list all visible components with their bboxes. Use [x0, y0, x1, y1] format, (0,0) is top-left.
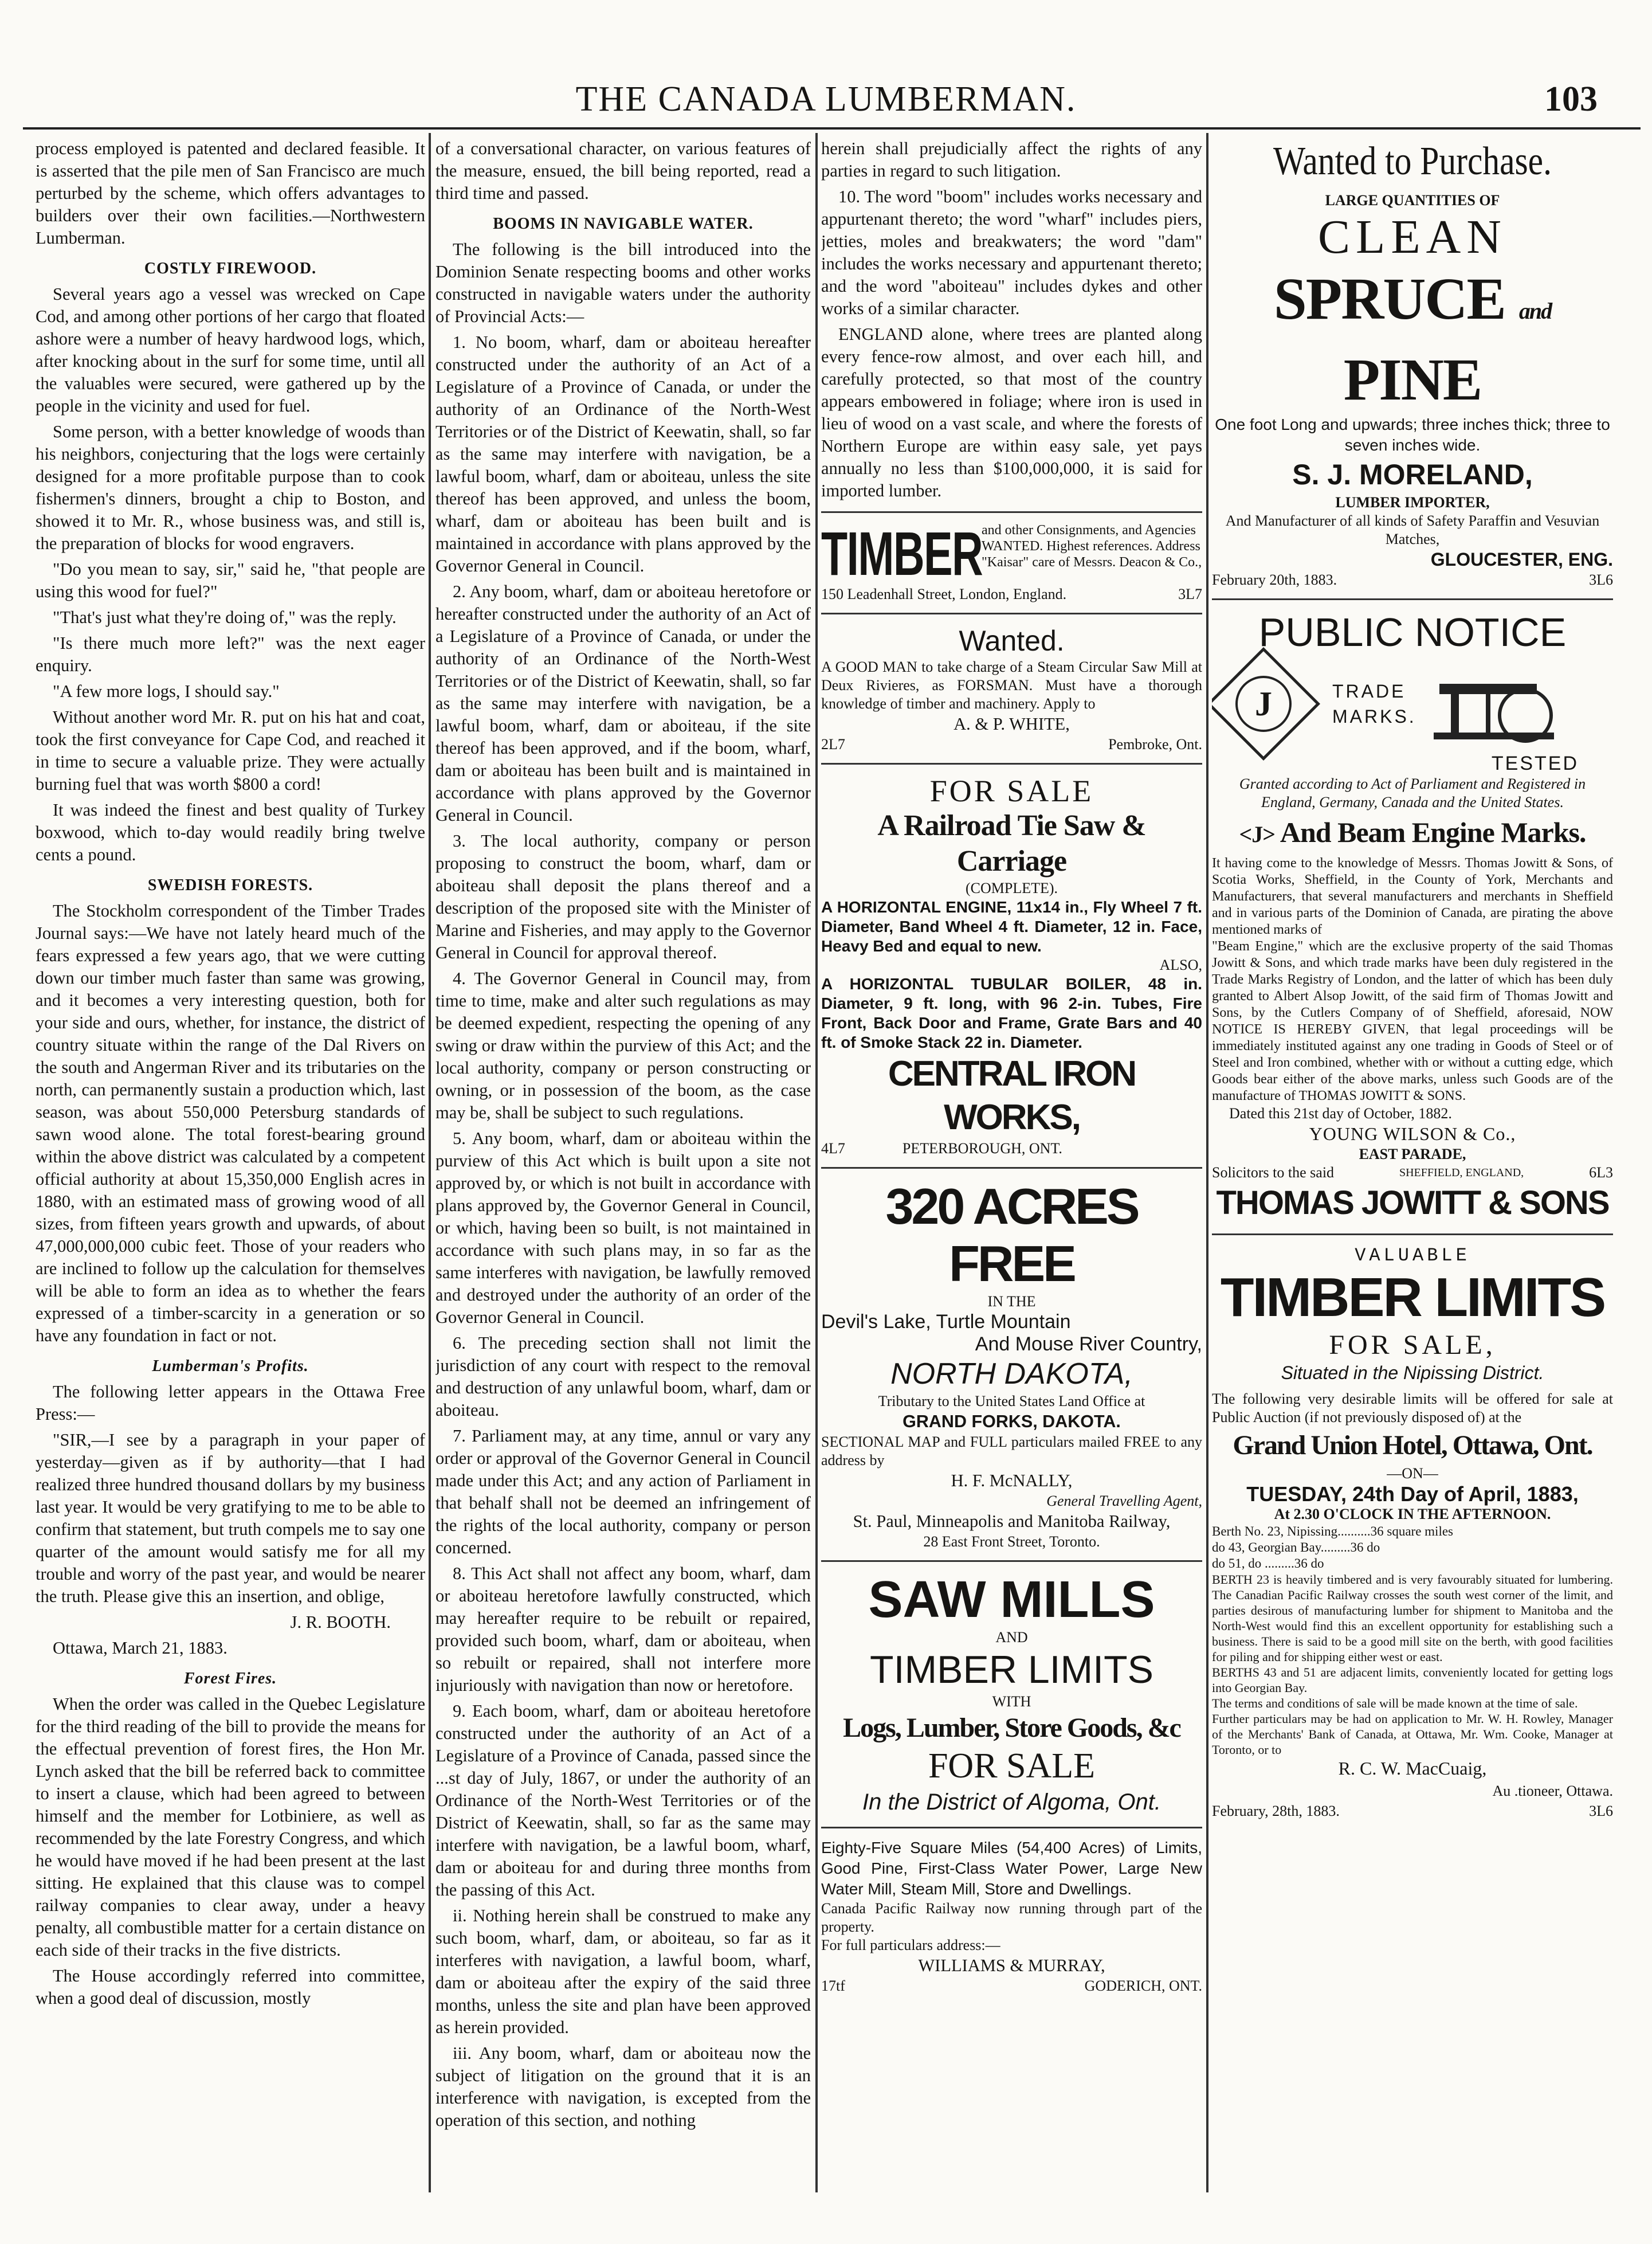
algoma: In the District of Algoma, Ont.	[862, 1789, 1161, 1815]
berth-list	[1212, 1524, 1613, 1572]
further-text: Further particulars may be had on application to Mr. W. H. Rowley, Manager of the Merchants' Bank of Canada, at Ottawa, Mr. Wm. Cooke, Manager at Toronto, or to	[1212, 1712, 1613, 1757]
grand-union-hotel: Grand Union Hotel, Ottawa, Ont.	[1233, 1430, 1592, 1460]
divider	[1212, 1233, 1613, 1235]
dated: Dated this 21st day of October, 1882.	[1229, 1105, 1452, 1122]
railway: St. Paul, Minneapolis and Manitoba Railway,	[853, 1511, 1171, 1531]
timber-limits: TIMBER LIMITS	[870, 1648, 1153, 1691]
acres-headline: 320 ACRES FREE	[885, 1178, 1138, 1292]
wanted-advertiser: A. & P. WHITE,	[953, 714, 1070, 734]
paragraph: The Stockholm correspondent of the Timber Trades Journal says:—We have not lately heard much of the fears expressed a few years ago, that we were cutting down our timber much faster than same was growing, and it becomes a very interesting question, both for your side and ours, whether, for instance, the district of country situate within the range of the Dal Rivers on the south and Angerman River and its tributaries on the north, can permanently sustain a production which, last season, was about 550,000 Petersburg standards of sawn wood alone. The total forest-bearing ground within the above district was calculated by a competent official authority at about 15,350,000 English acres in 1880, with an estimated mass of growing wood of all sizes, from fifteen years growth and upwards, of about 47,000,000,000 cubic feet. Those of your readers who are inclined to follow up the calculation for themselves will be able to form an idea as to whether the fears expressed of a timber-scarcity in a generation or so have any foundation in fact or not.	[36, 901, 425, 1345]
bill-section: 2. Any boom, wharf, dam or aboiteau heretofore or hereafter constructed under the authority of an Act of a Legislature of a Province of Canada, or under the authority of an Ordinance of the North-West Territories or of the District of Keewatin, shall, so far as the same may interfere with navigation, be a lawful boom, wharf, dam or aboiteau, if the site thereof has been approved, and if the boom, wharf, dam or aboiteau has been built and is maintained in accordance with plans approved by the Governor General in Council.	[435, 582, 811, 825]
paragraph: ENGLAND alone, where trees are planted along every fence-row almost, and over each hill, and carefully protected, so that most of the country appears embowered in foliage; where iron is used in lieu of wood on a vast scale, and where the forests of Northern Europe are within easy sale, yet pays annually no less than $100,000,000, it is said for imported lumber.	[821, 324, 1202, 500]
particulars: For full particulars address:—	[821, 1937, 1000, 1953]
bill-section: ii. Nothing herein shall be construed to make any such boom, wharf, dam, or aboiteau, so far as it interferes with navigation, a lawful boom, wharf, dam or aboiteau after the expiry of the said three months, unless the site and plan have been approved as herein provided.	[435, 1906, 811, 2037]
timber-ad-text: and other Consignments, and Agencies WANTED. Highest references. Address "Kaisar" care of Messrs. Deacon & Co.,	[982, 523, 1202, 570]
address: 150 Leadenhall Street, London, England.	[821, 586, 1067, 602]
valuable: VALUABLE	[1355, 1245, 1470, 1266]
divider	[821, 1167, 1202, 1169]
paragraph: "Do you mean to say, sir," said he, "that people are using this wood for fuel?"	[36, 559, 425, 601]
young-wilson: YOUNG WILSON & Co.,	[1309, 1123, 1516, 1144]
dateline: Ottawa, March 21, 1883.	[53, 1638, 227, 1658]
ad-code: 4L7	[821, 1140, 845, 1157]
also-label: ALSO,	[1159, 957, 1202, 973]
j-diamond-icon	[1212, 647, 1320, 761]
paragraph: It was indeed the finest and best quality of Turkey boxwood, which to-day would readily bring twelve cents a pound.	[36, 800, 425, 864]
column-3	[821, 138, 1202, 2187]
ad-code: 6L3	[1589, 1164, 1613, 1181]
paragraph: When the order was called in the Quebec Legislature for the third reading of the bill to provide the means for the effectual prevention of forest fires, the Hon Mr. Lynch asked that the bill be referred back to committee to insert a clause, which had been agreed to between himself and the member for Lotbiniere, as well as recommended by the late Forestry Congress, and which he would have moved if he had been present at the last sitting. He explained that this clause was to compel railway companies to clear away, under a heavy penalty, all combustible matter for a certain distance on each side of their tracks in the five districts.	[36, 1694, 425, 1960]
paragraph: Some person, with a better knowledge of woods than his neighbors, conjecturing that the logs were certainly designed for a more profitable purpose than to cook fishermen's dinners, brought a chip to Boston, and showed it to Mr. R., whose business was, and still is, the preparation of blocks for wood engravers.	[36, 422, 425, 553]
section-heading: Lumberman's Profits.	[152, 1357, 309, 1375]
auction-footer	[1212, 1802, 1613, 1820]
gloucester: GLOUCESTER, ENG.	[1430, 549, 1613, 570]
bill-section: 7. Parliament may, at any time, annul or vary any order or approval of the Governor General in Council made under this Act; and any action of Parliament in that behalf shall not be deemed an infringement of the rights of the local authority, company or person concerned.	[435, 1426, 811, 1557]
column-rule	[429, 133, 431, 2192]
williams-footer	[821, 1977, 1202, 1995]
column-rule	[1206, 133, 1208, 2192]
section-heading: Forest Fires.	[183, 1670, 277, 1687]
date: February 20th, 1883.	[1212, 571, 1337, 588]
sheffield: SHEFFIELD, ENGLAND,	[1399, 1166, 1524, 1179]
acres-line-1: Devil's Lake, Turtle Mountain	[821, 1311, 1071, 1333]
bill-section: 3. The local authority, company or person proposing to construct the boom, wharf, dam or aboiteau shall deposit the plans thereof and a description of the proposed site with the Minister of Marine and Fisheries, and may apply to the Governor General in Council for approval thereof.	[435, 831, 811, 962]
notice-text-2: "Beam Engine," which are the exclusive property of the said Thomas Jowitt & Sons, and which trade marks have been duly registered in the Trade Marks Registry of London, and the latter of which has been duly granted to Albert Alsop Jowitt, of the said firm of Thomas Jowitt and Sons, by the Cutlers Company of of Sheffield, aforesaid, NOW NOTICE IS HEREBY GIVEN, that legal proceedings will be immediately instituted against any one trading in Goods of Steel or of Steel and Iron combined, whether with or without a cutting edge, which Goods bear either of the above marks, unless such Goods are of the manufacture of THOMAS JOWITT & SONS.	[1212, 939, 1613, 1103]
berth-row: do 51, do .........36 do	[1212, 1556, 1324, 1571]
paragraph: The House accordingly referred into committee, when a good deal of discussion, mostly	[36, 1966, 425, 2008]
berth-23-text: BERTH 23 is heavily timbered and is very favourably situated for lumbering. The Canadian Pacific Railway crosses the south west corner of the limit, and parties desirous of manufacturing lumber for shipment to Manitoba and the North-West would find this an excellent opportunity for establishing such a business. There is said to be a good mill site on the berth, with good facilities for piling and for shipping either west or east.	[1212, 1572, 1613, 1664]
thomas-jowitt: THOMAS JOWITT & SONS	[1216, 1184, 1609, 1221]
berth-row: Berth No. 23, Nipissing..........36 square miles	[1212, 1524, 1453, 1538]
j-mark: J	[1235, 676, 1292, 732]
granted: Granted according to Act of Parliament and Registered in England, Germany, Canada and the United States.	[1239, 776, 1586, 810]
public-notice: PUBLIC NOTICE	[1258, 610, 1567, 655]
berth-row: do 43, Georgian Bay.........36 do	[1212, 1540, 1380, 1554]
paragraph: "SIR,—I see by a paragraph in your paper of yesterday—given as if by authority—that I had realized three hundred thousand dollars by my business last year. It would be very gratifying to me to be able to confirm that statement, but truth compels me to say one quarter of the amount would satisfy me for all my trouble and worry of the past year, and would be nearer the truth. Please give this an insertion, and oblige,	[36, 1430, 425, 1606]
notice-text-1: It having come to the knowledge of Messrs. Thomas Jowitt & Sons, of Scotia Works, Sheffield, in the County of York, Merchants and Manufacturers, that several manufacturers and merchants in Sheffield and in various parts of the Dominion of Canada, are pirating the above mentioned marks of	[1212, 856, 1613, 937]
moreland: S. J. MORELAND,	[1292, 459, 1533, 491]
section-heading: BOOMS IN NAVIGABLE WATER.	[493, 215, 754, 233]
north-dakota: NORTH DAKOTA,	[890, 1357, 1133, 1391]
paragraph: herein shall prejudicially affect the rights of any parties in regard to such litigation.	[821, 139, 1202, 181]
wanted-body: A GOOD MAN to take charge of a Steam Circular Saw Mill at Deux Rivieres, as FORSMAN. Must have a thorough knowledge of timber and machinery. Apply to	[821, 659, 1202, 712]
central-iron-works: CENTRAL IRON WORKS,	[888, 1054, 1136, 1137]
engine-spec: A HORIZONTAL ENGINE, 11x14 in., Fly Wheel 7 ft. Diameter, Band Wheel 4 ft. Diameter, 12 in. Face, Heavy Bed and equal to new.	[821, 898, 1202, 955]
bill-section: 9. Each boom, wharf, dam or aboiteau heretofore constructed under the authority of an Act of a Legislature of a Province of Canada, passed since the ...st day of July, 1867, or under the authority of an Ordinance of the North-West Territories or of the District of Keewatin, shall, so far as the same may interfere with navigation, be a lawful boom, wharf, dam or aboiteau for and during three months from the passing of this Act.	[435, 1701, 811, 1900]
header-rule	[23, 127, 1641, 130]
timber-ad	[821, 519, 1202, 588]
paragraph: Several years ago a vessel was wrecked on Cape Cod, and among other portions of her cargo that floated ashore were a number of heavy hardwood logs, which, after knocking about in the surf for some time, until all the valuables were secured, were gathered up by the people in the vicinity and used for fuel.	[36, 284, 425, 416]
acres-in-the: IN THE	[987, 1293, 1036, 1310]
dimensions: One foot Long and upwards; three inches thick; three to seven inches wide.	[1215, 416, 1610, 454]
importer: LUMBER IMPORTER,	[1335, 494, 1490, 511]
beam-engine-icon	[1428, 661, 1560, 747]
j-diamond-small-icon: <J>	[1239, 821, 1276, 847]
on-label: —ON—	[1387, 1465, 1438, 1482]
auctioneer: Au .tioneer, Ottawa.	[1492, 1783, 1613, 1799]
section-heading: SWEDISH FORESTS.	[147, 876, 313, 894]
paragraph: "That's just what they're doing of," was the reply.	[53, 608, 397, 627]
column-2	[435, 138, 811, 2187]
paragraph: Without another word Mr. R. put on his hat and coat, took the first conveyance for Cape Cod, and reached it in time to secure a valuable prize. They were actually burning fuel that was worth $800 a cord!	[36, 707, 425, 794]
divider	[821, 613, 1202, 614]
running-title: THE CANADA LUMBERMAN.	[575, 80, 1077, 119]
tuesday: TUESDAY, 24th Day of April, 1883,	[1246, 1482, 1579, 1506]
page-header	[34, 62, 1618, 122]
ad-code: 3L6	[1589, 571, 1613, 588]
beam-label: And Beam Engine Marks.	[1280, 816, 1586, 848]
for-sale-3: FOR SALE,	[1329, 1330, 1496, 1360]
divider	[821, 763, 1202, 765]
grand-forks: GRAND FORKS, DAKOTA.	[902, 1412, 1121, 1431]
sectional-map: SECTIONAL MAP and FULL particulars mailed FREE to any address by	[821, 1434, 1202, 1468]
moreland-footer	[1212, 571, 1613, 589]
for-sale-subtitle: A Railroad Tie Saw & Carriage	[877, 809, 1146, 878]
ad-code: 3L6	[1589, 1803, 1613, 1819]
bill-section: 6. The preceding section shall not limit the jurisdiction of any court with respect to the removal and destruction of any unlawful boom, wharf, dam or aboiteau.	[435, 1333, 811, 1420]
wanted-to-purchase: Wanted to Purchase.	[1273, 139, 1552, 183]
paragraph: of a conversational character, on various features of the measure, ensued, the bill being reported, read a third time and passed.	[435, 139, 811, 203]
beam-engine-marks	[1212, 812, 1613, 855]
ad-code: 17tf	[821, 1977, 845, 1994]
spruce-pine	[1212, 265, 1613, 414]
timber-limits-big: TIMBER LIMITS	[1220, 1267, 1605, 1328]
with-label: WITH	[992, 1693, 1031, 1710]
solicitors: Solicitors to the said	[1212, 1164, 1335, 1181]
acres-line-2: And Mouse River Country,	[975, 1333, 1202, 1355]
paragraph: "Is there much more left?" was the next eager enquiry.	[36, 633, 425, 675]
bill-section: 5. Any boom, wharf, dam or aboiteau within the purview of this Act which is built upon a site not approved by, or which is not built in accordance with plans approved by, the Governor General in Council, or which, having been so built, is not maintained in accordance with such plans may, in so far as the same interferes with navigation, be lawfully removed and destroyed under the authority of an order of the Governor General in Council.	[435, 1129, 811, 1327]
afternoon: At 2.30 O'CLOCK IN THE AFTERNOON.	[1274, 1506, 1551, 1522]
divider	[821, 1560, 1202, 1562]
paragraph: The following letter appears in the Ottawa Free Press:—	[36, 1382, 425, 1424]
place: Pembroke, Ont.	[1108, 736, 1202, 753]
bill-section: 4. The Governor General in Council may, from time to time, make and alter such regulations as may be deemed expedient, respecting the opening of any swing or draw within the purview of this Act; and the local authority, company or person constructing or owning, or in possession of the boom, as the case may be, shall be subject to such regulations.	[435, 969, 811, 1122]
mcnally: H. F. McNALLY,	[951, 1471, 1073, 1490]
cpr-note: Canada Pacific Railway now running through part of the property.	[821, 1900, 1202, 1935]
spruce-word: SPRUCE	[1273, 266, 1505, 332]
paragraph: process employed is patented and declared feasible. It is asserted that the pile men of San Francisco are much perturbed by the scheme, which offers advantages to builders over their own facilities.—Northwestern Lumberman.	[36, 139, 425, 248]
tributary: Tributary to the United States Land Office at	[878, 1393, 1145, 1409]
trade-word: TRADE	[1332, 681, 1406, 702]
and-word: and	[1518, 298, 1552, 324]
date: February, 28th, 1883.	[1212, 1803, 1340, 1819]
marks-word: MARKS.	[1332, 706, 1416, 727]
bill-section: 8. This Act shall not affect any boom, wharf, dam or aboiteau heretofore lawfully constructed, which may hereafter require to be rebuilt or repaired, provided such boom, wharf, dam or aboiteau, when so rebuilt or repaired, shall not interfere more injuriously with navigation than now or heretofore.	[435, 1564, 811, 1695]
for-sale-complete: (COMPLETE).	[965, 880, 1058, 896]
trade-marks-block	[1212, 655, 1613, 753]
manufacturer: And Manufacturer of all kinds of Safety Paraffin and Vesuvian Matches,	[1225, 512, 1600, 547]
logs-lumber: Logs, Lumber, Store Goods, &c	[843, 1713, 1180, 1743]
section-heading: COSTLY FIREWOOD.	[144, 260, 317, 277]
berths-43-51-text: BERTHS 43 and 51 are adjacent limits, conveniently located for getting logs into Georgian Bay.	[1212, 1665, 1613, 1695]
bill-section: 1. No boom, wharf, dam or aboiteau hereafter constructed under the authority of an Act of a Legislature of a Province of Canada, or under the authority of an Ordinance of the North-West Territories or of the District of Keewatin, shall, so far as the same may interfere with navigation, be a lawful boom, wharf, dam or aboiteau, unless the site thereof has been approved, and unless the boom, wharf, dam or aboiteau has been built and is maintained in accordance with plans approved by the Governor General in Council.	[435, 332, 811, 575]
trade-marks-label	[1332, 679, 1416, 729]
column-4	[1212, 138, 1613, 2187]
for-sale-title: FOR SALE	[929, 774, 1094, 808]
place: GODERICH, ONT.	[1084, 1977, 1202, 1994]
large-quantities: LARGE QUANTITIES OF	[1325, 192, 1500, 209]
column-rule	[815, 133, 818, 2192]
tested: TESTED	[1491, 753, 1579, 774]
ad-code: 2L7	[821, 736, 845, 753]
bill-section: 10. The word "boom" includes works necessary and appurtenant thereto; the word "wharf" includes piers, jetties, moles and breakwaters; the word "dam" includes the works necessary and appurtenant thereto; and the word "aboiteau" includes dykes and other works of a similar character.	[821, 187, 1202, 318]
saw-mills: SAW MILLS	[868, 1571, 1155, 1628]
paragraph: The following is the bill introduced into the Dominion Senate respecting booms and other works constructed in navigable waters under the authority of Provincial Acts:—	[435, 240, 811, 326]
williams-murray: WILLIAMS & MURRAY,	[918, 1956, 1105, 1975]
agent: General Travelling Agent,	[1046, 1493, 1202, 1509]
place: PETERBOROUGH, ONT.	[902, 1140, 1062, 1157]
nipissing-district: Situated in the Nipissing District.	[1281, 1362, 1544, 1383]
divider	[821, 511, 1202, 513]
divider	[1212, 598, 1613, 600]
for-sale-2: FOR SALE	[928, 1746, 1096, 1785]
ad-code: 3L7	[1178, 586, 1202, 602]
divider	[821, 1827, 1202, 1828]
page-number: 103	[1544, 80, 1598, 119]
pine-word: PINE	[1343, 347, 1482, 413]
eighty-five: Eighty-Five Square Miles (54,400 Acres) of Limits, Good Pine, First-Class Water Power, Large New Water Mill, Steam Mill, Store and Dwellings.	[821, 1839, 1202, 1898]
paragraph: "A few more logs, I should say."	[53, 682, 280, 701]
railway-address: 28 East Front Street, Toronto.	[923, 1533, 1100, 1550]
boiler-spec: A HORIZONTAL TUBULAR BOILER, 48 in. Diameter, 9 ft. long, with 96 2-in. Tubes, Fire Front, Back Door and Frame, Grate Bars and 40 ft. of Smoke Stack 22 in. Diameter.	[821, 975, 1202, 1051]
timber-word: TIMBER	[821, 519, 983, 588]
wanted-footer	[821, 735, 1202, 754]
terms-text: The terms and conditions of sale will be made known at the time of sale.	[1212, 1696, 1578, 1710]
bill-section: iii. Any boom, wharf, dam or aboiteau now the subject of litigation on the ground that it is an interference with navigation, is excepted from the operation of this section, and nothing	[435, 2043, 811, 2130]
clean-word: CLEAN	[1318, 210, 1507, 264]
solicitors-line	[1212, 1164, 1613, 1182]
signature: J. R. BOOTH.	[290, 1612, 391, 1632]
central-footer	[821, 1139, 1202, 1158]
wanted-title: Wanted.	[959, 625, 1065, 657]
and-label: AND	[995, 1629, 1028, 1646]
east-parade: EAST PARADE,	[1359, 1146, 1466, 1162]
auction-notice: The following very desirable limits will be offered for sale at Public Auction (if not previously disposed of) at the	[1212, 1391, 1613, 1425]
maccuaig: R. C. W. MacCuaig,	[1338, 1758, 1487, 1779]
column-1	[36, 138, 425, 2187]
